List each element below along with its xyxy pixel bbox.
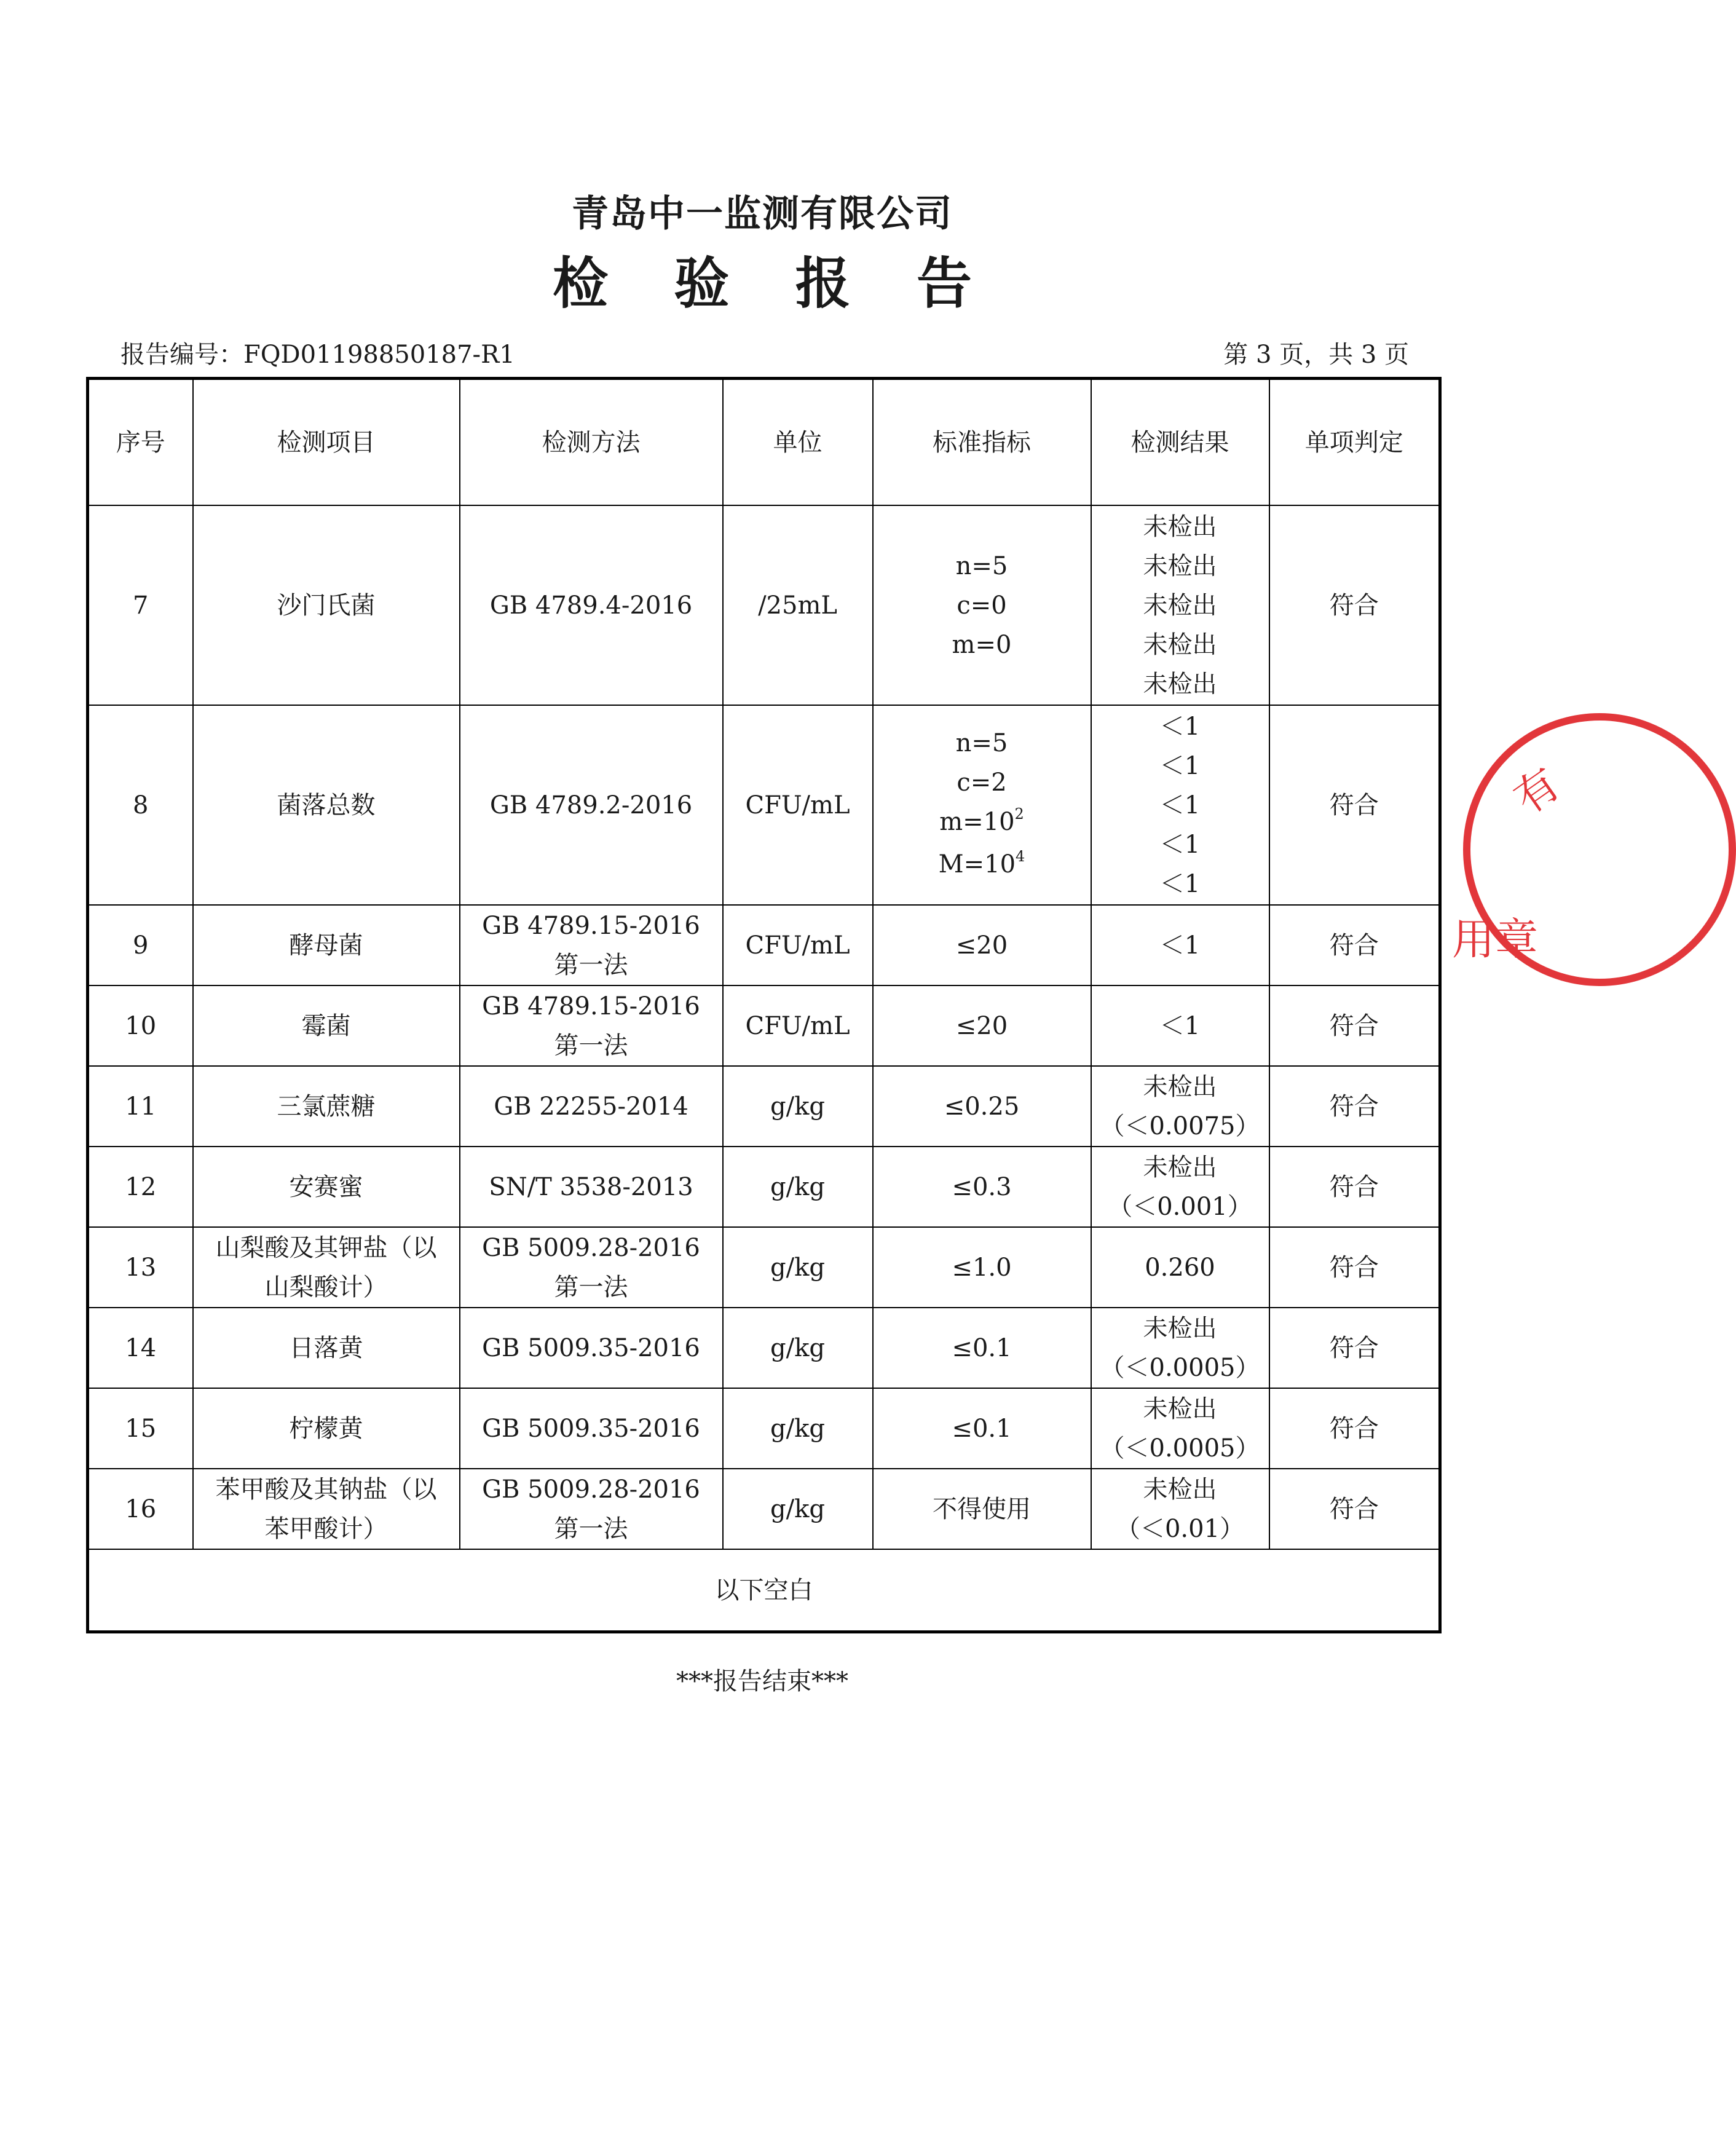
table-row	[88, 1066, 1440, 1147]
standard-text: n=5	[955, 729, 1008, 757]
method-line: GB 22255-2014	[494, 1092, 688, 1121]
method-line: GB 5009.28-2016	[482, 1233, 700, 1262]
standard-line	[877, 1006, 1087, 1046]
col-header-judgement: 单项判定	[1269, 379, 1440, 506]
standard-text: ≤1.0	[952, 1253, 1012, 1282]
cell-judgement: 符合	[1269, 1469, 1440, 1549]
method-line: GB 5009.35-2016	[482, 1333, 700, 1362]
standard-text: M=10	[938, 850, 1016, 879]
table-row	[88, 985, 1440, 1066]
item-line: 苯甲酸及其钠盐（以	[215, 1475, 437, 1504]
item-line: 酵母菌	[289, 931, 363, 960]
cell-standard	[873, 505, 1091, 705]
table-row	[88, 905, 1440, 985]
table-row	[88, 705, 1440, 905]
blank-note: 以下空白	[88, 1549, 1440, 1632]
result-line: ＜1	[1159, 830, 1201, 859]
result-line: 未检出	[1143, 512, 1217, 541]
cell-method	[460, 1388, 723, 1469]
method-line: SN/T 3538-2013	[489, 1172, 693, 1201]
cell-method	[460, 1227, 723, 1308]
standard-line	[877, 1087, 1087, 1126]
cell-item	[193, 1147, 460, 1227]
cell-no: 16	[88, 1469, 193, 1549]
cell-method	[460, 705, 723, 905]
cell-result	[1091, 1388, 1269, 1469]
cell-method	[460, 1066, 723, 1147]
standard-text: ≤0.3	[952, 1172, 1012, 1201]
cell-unit: CFU/mL	[723, 905, 873, 985]
result-line: 0.260	[1145, 1253, 1215, 1282]
result-line: （＜0.01）	[1115, 1514, 1245, 1543]
cell-result	[1091, 1066, 1269, 1147]
standard-line	[877, 763, 1087, 802]
cell-judgement: 符合	[1269, 505, 1440, 705]
result-line: （＜0.001）	[1108, 1192, 1252, 1221]
result-line: 未检出	[1143, 1394, 1217, 1423]
document-title: 检 验 报 告	[553, 251, 995, 316]
cell-item	[193, 985, 460, 1066]
standard-line	[877, 802, 1087, 845]
table-row	[88, 1469, 1440, 1549]
standard-line	[877, 1329, 1087, 1368]
results-table	[86, 377, 1442, 1633]
blank-note-row	[88, 1549, 1440, 1632]
cell-result	[1091, 505, 1269, 705]
cell-item	[193, 1469, 460, 1549]
cell-method	[460, 1469, 723, 1549]
cell-standard	[873, 985, 1091, 1066]
item-line: 日落黄	[289, 1333, 363, 1362]
method-line: GB 4789.15-2016	[482, 911, 700, 940]
standard-line	[877, 1490, 1087, 1529]
cell-item	[193, 905, 460, 985]
cell-no: 13	[88, 1227, 193, 1308]
cell-no: 14	[88, 1308, 193, 1388]
result-line: 未检出	[1143, 669, 1217, 698]
cell-result	[1091, 1227, 1269, 1308]
cell-result	[1091, 985, 1269, 1066]
col-header-result: 检测结果	[1091, 379, 1269, 506]
cell-standard	[873, 1469, 1091, 1549]
cell-judgement: 符合	[1269, 985, 1440, 1066]
standard-text: ≤0.1	[952, 1333, 1012, 1362]
item-line: 霉菌	[301, 1011, 351, 1040]
cell-judgement: 符合	[1269, 705, 1440, 905]
cell-result	[1091, 1147, 1269, 1227]
cell-item	[193, 1388, 460, 1469]
item-line: 三氯蔗糖	[277, 1092, 376, 1121]
item-line: 柠檬黄	[289, 1414, 363, 1443]
col-header-method: 检测方法	[460, 379, 723, 506]
item-line: 山梨酸及其钾盐（以	[215, 1233, 437, 1262]
cell-item	[193, 1066, 460, 1147]
standard-exponent: 2	[1014, 805, 1024, 823]
cell-unit: CFU/mL	[723, 705, 873, 905]
table-header-row	[88, 379, 1440, 506]
standard-line	[877, 625, 1087, 665]
standard-text: ≤0.1	[952, 1414, 1012, 1443]
standard-text: m=0	[952, 630, 1012, 659]
cell-judgement: 符合	[1269, 1147, 1440, 1227]
page-info: 第 3 页，共 3 页	[1223, 341, 1409, 369]
cell-judgement: 符合	[1269, 1388, 1440, 1469]
item-line: 菌落总数	[277, 791, 376, 819]
cell-no: 8	[88, 705, 193, 905]
item-line: 苯甲酸计）	[264, 1514, 388, 1543]
col-header-no: 序号	[88, 379, 193, 506]
method-line: GB 4789.2-2016	[489, 791, 693, 819]
cell-method	[460, 505, 723, 705]
result-line: （＜0.0005）	[1100, 1434, 1260, 1463]
cell-unit: g/kg	[723, 1147, 873, 1227]
method-line: GB 5009.35-2016	[482, 1414, 700, 1443]
standard-text: 不得使用	[933, 1495, 1031, 1523]
cell-method	[460, 905, 723, 985]
method-line: GB 4789.4-2016	[489, 591, 693, 620]
cell-method	[460, 1308, 723, 1388]
result-line: 未检出	[1143, 551, 1217, 580]
cell-item	[193, 1308, 460, 1388]
cell-unit: /25mL	[723, 505, 873, 705]
result-line: ＜1	[1159, 1011, 1201, 1040]
item-line: 沙门氏菌	[277, 591, 376, 620]
result-line: 未检出	[1143, 591, 1217, 620]
standard-line	[877, 845, 1087, 887]
result-line: 未检出	[1143, 1072, 1217, 1101]
cell-standard	[873, 1308, 1091, 1388]
company-name: 青岛中一监测有限公司	[572, 192, 953, 235]
result-line: 未检出	[1143, 1153, 1217, 1182]
method-line: GB 5009.28-2016	[482, 1475, 700, 1504]
cell-standard	[873, 905, 1091, 985]
item-line: 山梨酸计）	[264, 1273, 388, 1301]
standard-text: ≤20	[955, 1011, 1008, 1040]
cell-unit: CFU/mL	[723, 985, 873, 1066]
standard-text: ≤0.25	[944, 1092, 1020, 1121]
result-line: ＜1	[1159, 712, 1201, 741]
standard-text: c=0	[957, 591, 1007, 620]
cell-item	[193, 505, 460, 705]
table-row	[88, 1227, 1440, 1308]
col-header-standard: 标准指标	[873, 379, 1091, 506]
standard-line	[877, 926, 1087, 965]
cell-item	[193, 705, 460, 905]
result-line: ＜1	[1159, 869, 1201, 898]
cell-no: 15	[88, 1388, 193, 1469]
official-seal	[1452, 713, 1736, 986]
cell-item	[193, 1227, 460, 1308]
table-row	[88, 1388, 1440, 1469]
cell-standard	[873, 1388, 1091, 1469]
standard-line	[877, 586, 1087, 625]
cell-unit: g/kg	[723, 1469, 873, 1549]
cell-unit: g/kg	[723, 1308, 873, 1388]
method-line: 第一法	[554, 1031, 628, 1060]
method-line: 第一法	[554, 1273, 628, 1301]
cell-no: 10	[88, 985, 193, 1066]
cell-no: 12	[88, 1147, 193, 1227]
cell-unit: g/kg	[723, 1227, 873, 1308]
col-header-item: 检测项目	[193, 379, 460, 506]
cell-standard	[873, 705, 1091, 905]
cell-standard	[873, 1227, 1091, 1308]
standard-line	[877, 1409, 1087, 1448]
result-line: ＜1	[1159, 791, 1201, 819]
method-line: 第一法	[554, 1514, 628, 1543]
report-number: 报告编号：FQD01198850187-R1	[120, 341, 515, 369]
method-line: 第一法	[554, 950, 628, 979]
standard-line	[877, 1248, 1087, 1287]
item-line: 安赛蜜	[289, 1172, 363, 1201]
result-line: 未检出	[1143, 630, 1217, 659]
cell-method	[460, 1147, 723, 1227]
cell-result	[1091, 1308, 1269, 1388]
result-line: ＜1	[1159, 751, 1201, 780]
result-line: （＜0.0075）	[1100, 1112, 1260, 1140]
cell-no: 9	[88, 905, 193, 985]
standard-line	[877, 1167, 1087, 1207]
cell-judgement: 符合	[1269, 1227, 1440, 1308]
method-line: GB 4789.15-2016	[482, 992, 700, 1021]
standard-line	[877, 547, 1087, 586]
report-end-mark: ***报告结束***	[676, 1667, 848, 1696]
result-line: （＜0.0005）	[1100, 1353, 1260, 1382]
col-header-unit: 单位	[723, 379, 873, 506]
standard-exponent: 4	[1016, 847, 1025, 865]
standard-text: m=10	[939, 807, 1015, 836]
seal-char: 有	[1504, 758, 1569, 824]
cell-method	[460, 985, 723, 1066]
standard-text: n=5	[955, 551, 1008, 580]
cell-result	[1091, 905, 1269, 985]
result-line: 未检出	[1143, 1475, 1217, 1504]
cell-standard	[873, 1147, 1091, 1227]
standard-text: c=2	[957, 768, 1007, 797]
seal-char: 用章	[1452, 914, 1538, 965]
standard-line	[877, 724, 1087, 763]
cell-result	[1091, 1469, 1269, 1549]
table-row	[88, 505, 1440, 705]
cell-unit: g/kg	[723, 1388, 873, 1469]
standard-text: ≤20	[955, 931, 1008, 960]
cell-result	[1091, 705, 1269, 905]
cell-no: 11	[88, 1066, 193, 1147]
result-line: ＜1	[1159, 931, 1201, 960]
table-row	[88, 1147, 1440, 1227]
cell-judgement: 符合	[1269, 1308, 1440, 1388]
cell-standard	[873, 1066, 1091, 1147]
cell-unit: g/kg	[723, 1066, 873, 1147]
cell-judgement: 符合	[1269, 905, 1440, 985]
table-row	[88, 1308, 1440, 1388]
cell-judgement: 符合	[1269, 1066, 1440, 1147]
result-line: 未检出	[1143, 1314, 1217, 1343]
cell-no: 7	[88, 505, 193, 705]
